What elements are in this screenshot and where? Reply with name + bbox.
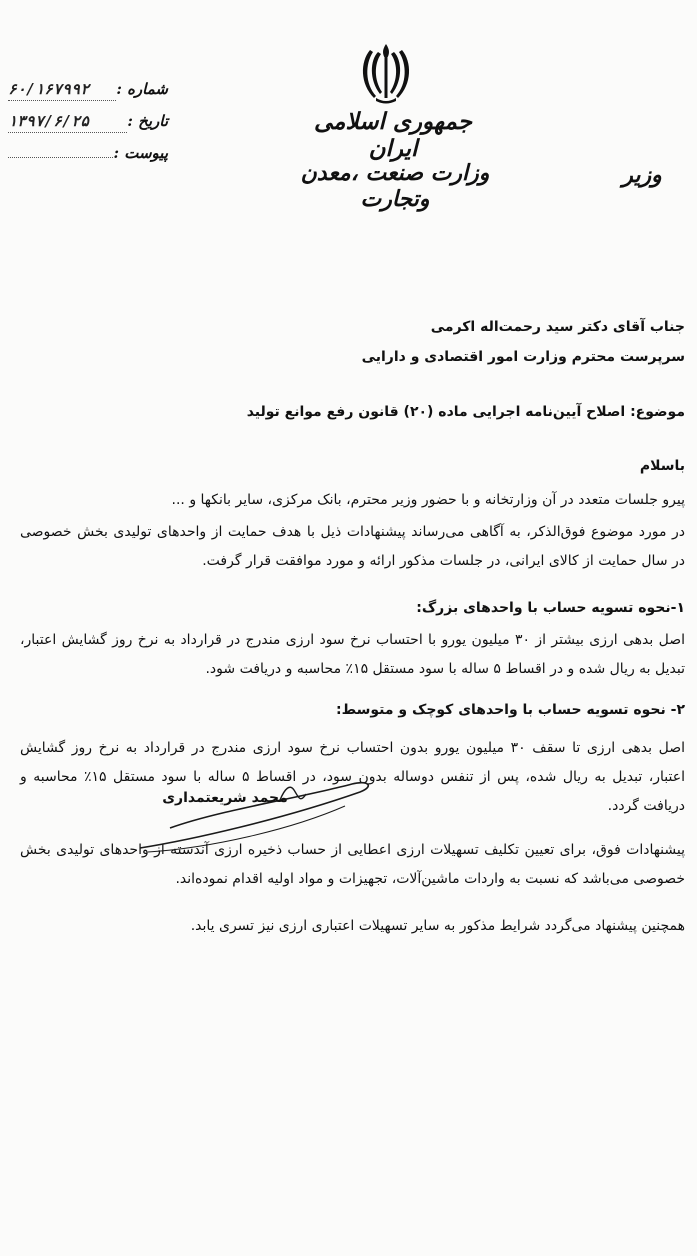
subject-line: موضوع: اصلاح آیین‌نامه اجرایی ماده (۲۰) قانون رفع موانع تولید xyxy=(246,404,685,420)
greeting: باسلام xyxy=(639,458,685,474)
closing-paragraph-2: همچنین پیشنهاد می‌گردد شرایط مذکور به سایر تسهیلات اعتباری ارزی نیز تسری یابد. xyxy=(190,918,685,934)
number-value: ۶۰/۱۶۷۹۹۲ xyxy=(8,80,116,101)
section-1-heading: ۱-نحوه تسویه حساب با واحدهای بزرگ: xyxy=(416,600,685,616)
attachment-label: پیوست : xyxy=(113,144,168,162)
republic-title: جمهوری اسلامی ایران xyxy=(314,108,472,162)
number-row xyxy=(8,80,168,112)
closing-paragraph: پیشنهادات فوق، برای تعیین تکلیف تسهیلات ارزی اعطایی از حساب ذخیره ارزی آندسته از واحدهای تولیدی بخش خصوصی می‌باشد که نسبت به واردات ماشین‌آلات، تجهیزات و مواد اولیه اقدام نموده‌اند. xyxy=(20,842,685,887)
recipient-title: سرپرست محترم وزارت امور اقتصادی و دارایی xyxy=(361,349,685,365)
iran-emblem-icon xyxy=(356,40,416,106)
intro-paragraph: پیرو جلسات متعدد در آن وزارتخانه و با حضور وزیر محترم، بانک مرکزی، سایر بانکها و ... xyxy=(171,492,685,508)
ministry-title: وزارت صنعت ،معدن وتجارت xyxy=(300,160,490,212)
signature-icon xyxy=(130,770,380,860)
number-label: شماره : xyxy=(116,80,168,98)
letter-meta xyxy=(8,80,168,176)
minister-label: وزیر xyxy=(622,162,662,188)
section-1-body: اصل بدهی ارزی بیشتر از ۳۰ میلیون یورو با احتساب نرخ سود ارزی مندرج در قرارداد به نرخ روز گشایش اعتبار، تبدیل به ریال شده و در اقساط ۵ ساله با سود مستقل ۱۵٪ محاسبه و دریافت شود. xyxy=(20,632,685,677)
date-value: ۱۳۹۷/۶/۲۵ xyxy=(8,112,127,133)
date-row xyxy=(8,112,168,144)
date-label: تاریخ : xyxy=(127,112,168,130)
attachment-value xyxy=(8,155,113,158)
attachment-row xyxy=(8,144,168,176)
section-2-heading: ۲- نحوه تسویه حساب با واحدهای کوچک و متوسط: xyxy=(336,702,685,718)
section-2-body: اصل بدهی ارزی تا سقف ۳۰ میلیون یورو بدون احتساب نرخ سود ارزی مندرج در قرارداد به نرخ روز گشایش اعتبار، تبدیل به ریال شده، پس از تنفس دوساله بدون سود، در اقساط ۵ ساله با سود مستقل ۱۵٪ محاسبه و دریافت گردد. xyxy=(20,740,685,814)
intro-paragraph-2: در مورد موضوع فوق‌الذکر، به آگاهی می‌رساند پیشنهادات ذیل با هدف حمایت از واحدهای تولیدی بخش خصوصی در سال حمایت از کالای ایرانی، در جلسات مذکور ارائه و مورد موافقت قرار گرفت. xyxy=(20,524,685,569)
recipient-name: جناب آقای دکتر سید رحمت‌اله اکرمی xyxy=(430,319,685,335)
signer-name: محمد شریعتمداری xyxy=(162,790,288,806)
